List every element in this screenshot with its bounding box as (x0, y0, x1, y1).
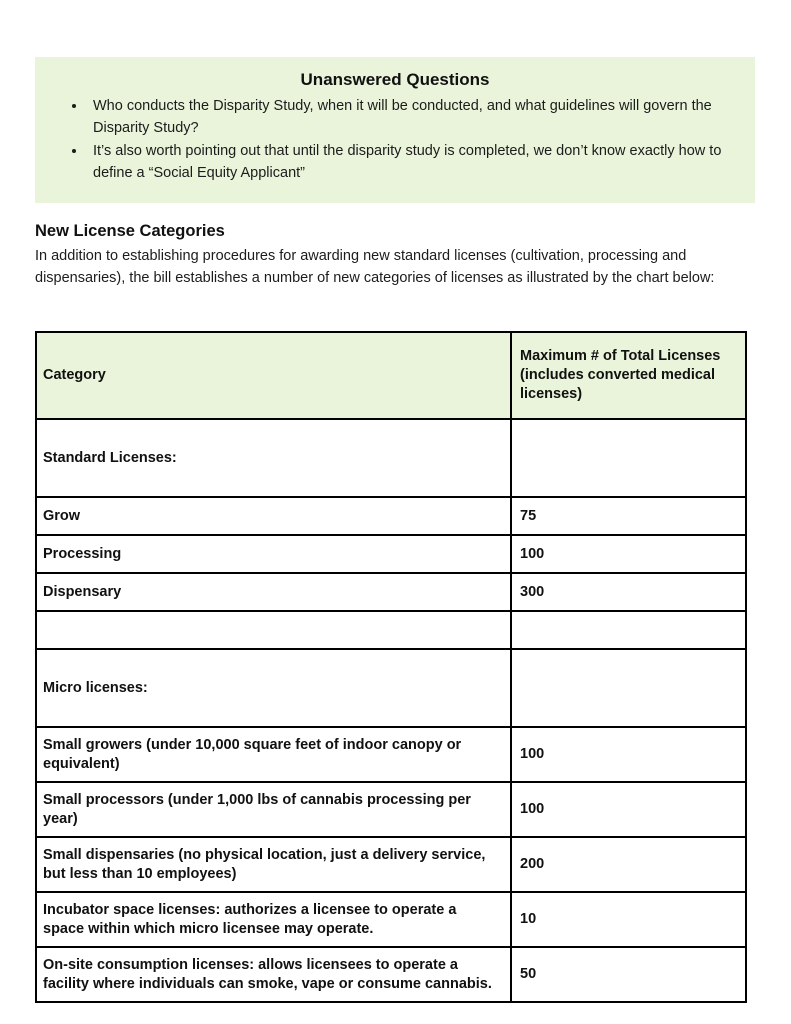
category-column-header: Category (36, 332, 511, 419)
category-cell: Micro licenses: (36, 649, 511, 727)
category-cell (36, 611, 511, 649)
max-licenses-cell (511, 649, 746, 727)
table-row (36, 649, 746, 727)
table-row (36, 837, 746, 892)
max-licenses-cell: 10 (511, 892, 746, 947)
category-cell: Processing (36, 535, 511, 573)
bullet-item: • It’s also worth pointing out that until the disparity study is completed, we don’t know exactly how to define a “Social Equity Applicant” (87, 140, 731, 184)
max-licenses-cell: 100 (511, 782, 746, 837)
max-licenses-cell (511, 611, 746, 649)
max-licenses-column-header: Maximum # of Total Licenses (includes converted medical licenses) (511, 332, 746, 419)
category-cell: Grow (36, 497, 511, 535)
category-cell: Incubator space licenses: authorizes a licensee to operate a space within which micro licensee may operate. (36, 892, 511, 947)
max-licenses-cell: 50 (511, 947, 746, 1002)
table-row (36, 947, 746, 1002)
section-paragraph: In addition to establishing procedures for awarding new standard licenses (cultivation, processing and dispensaries), the bill establishes a number of new categories of licenses as illustrated by the chart below: (35, 248, 715, 286)
license-table (35, 331, 747, 1003)
category-cell: Small dispensaries (no physical location, just a delivery service, but less than 10 employees) (36, 837, 511, 892)
table-row (36, 573, 746, 611)
max-licenses-cell: 200 (511, 837, 746, 892)
table-row (36, 419, 746, 497)
license-table-body (36, 419, 746, 1002)
table-row (36, 892, 746, 947)
table-row (36, 611, 746, 649)
max-licenses-cell: 100 (511, 535, 746, 573)
unanswered-questions-box (35, 57, 755, 203)
section-heading: New License Categories (35, 222, 225, 240)
category-cell: On-site consumption licenses: allows licensees to operate a facility where individuals can smoke, vape or consume cannabis. (36, 947, 511, 1002)
max-licenses-cell: 300 (511, 573, 746, 611)
category-cell: Standard Licenses: (36, 419, 511, 497)
category-cell: Small processors (under 1,000 lbs of cannabis processing per year) (36, 782, 511, 837)
table-header-row (36, 332, 746, 419)
unanswered-questions-list (59, 95, 731, 184)
category-cell: Small growers (under 10,000 square feet of indoor canopy or equivalent) (36, 727, 511, 782)
category-cell: Dispensary (36, 573, 511, 611)
bullet-item: • Who conducts the Disparity Study, when it will be conducted, and what guidelines will govern the Disparity Study? (87, 95, 731, 139)
max-licenses-cell: 100 (511, 727, 746, 782)
table-row (36, 497, 746, 535)
max-licenses-cell: 75 (511, 497, 746, 535)
unanswered-questions-title: Unanswered Questions (300, 70, 490, 89)
table-row (36, 727, 746, 782)
max-licenses-cell (511, 419, 746, 497)
table-row (36, 782, 746, 837)
table-row (36, 535, 746, 573)
